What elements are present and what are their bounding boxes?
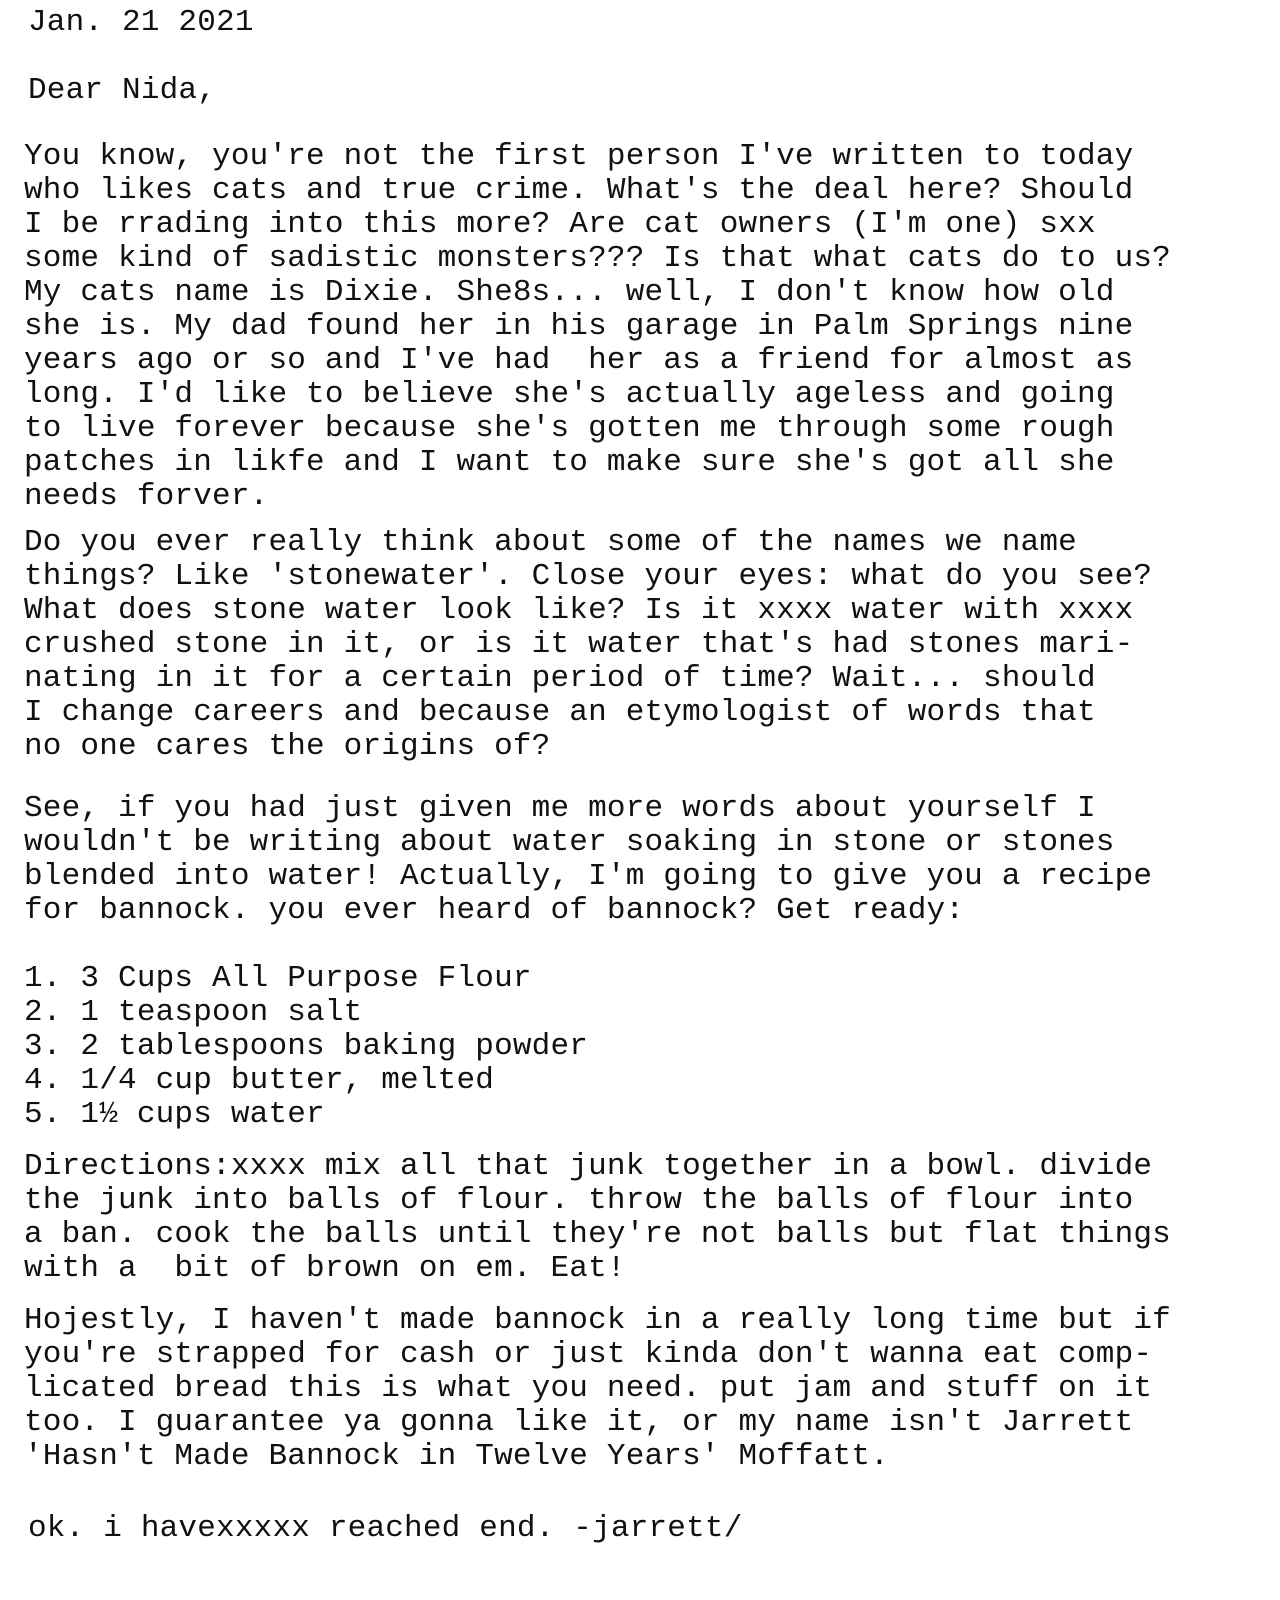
text-line: I change careers and because an etymologist of words that (24, 695, 1096, 730)
text-line: Do you ever really think about some of the names we name (24, 525, 1077, 560)
text-line: to live forever because she's gotten me through some rough (24, 411, 1115, 446)
letter-salutation: Dear Nida, (28, 73, 217, 108)
recipe-item: 4. 1/4 cup butter, melted (24, 1063, 495, 1098)
text-line: What does stone water look like? Is it xxxx water with xxxx (24, 593, 1134, 628)
text-line: a ban. cook the balls until they're not balls but flat things (24, 1217, 1171, 1252)
text-line: too. I guarantee ya gonna like it, or my name isn't Jarrett (24, 1405, 1134, 1440)
text-line: who likes cats and true crime. What's the deal here? Should (24, 173, 1134, 208)
letter-signoff: ok. i havexxxxx reached end. -jarrett/ (28, 1511, 743, 1546)
text-line: needs forver. (24, 479, 269, 514)
letter-date: Jan. 21 2021 (28, 5, 254, 40)
paragraph-bannock-intro (24, 792, 1264, 928)
text-line: licated bread this is what you need. put jam and stuff on it (24, 1371, 1153, 1406)
paragraph-stonewater (24, 526, 1264, 764)
text-line: years ago or so and I've had her as a friend for almost as (24, 343, 1134, 378)
text-line: nating in it for a certain period of time? Wait... should (24, 661, 1096, 696)
text-line: for bannock. you ever heard of bannock? Get ready: (24, 893, 965, 928)
text-line: no one cares the origins of? (24, 729, 551, 764)
text-line: I be rrading into this more? Are cat owners (I'm one) sxx (24, 207, 1096, 242)
text-line: crushed stone in it, or is it water that's had stones mari- (24, 627, 1134, 662)
text-line: You know, you're not the first person I've written to today (24, 139, 1134, 174)
text-line: wouldn't be writing about water soaking in stone or stones (24, 825, 1115, 860)
recipe-list (24, 962, 1264, 1132)
paragraph-honestly (24, 1304, 1264, 1474)
text-line: See, if you had just given me more words about yourself I (24, 791, 1096, 826)
paragraph-cats (24, 140, 1264, 514)
recipe-item: 5. 1½ cups water (24, 1097, 325, 1132)
text-line: long. I'd like to believe she's actually ageless and going (24, 377, 1115, 412)
recipe-item: 3. 2 tablespoons baking powder (24, 1029, 589, 1064)
text-line: Directions:xxxx mix all that junk together in a bowl. divide (24, 1149, 1153, 1184)
recipe-item: 2. 1 teaspoon salt (24, 995, 363, 1030)
text-line: some kind of sadistic monsters??? Is that what cats do to us? (24, 241, 1171, 276)
text-line: the junk into balls of flour. throw the balls of flour into (24, 1183, 1134, 1218)
text-line: she is. My dad found her in his garage in Palm Springs nine (24, 309, 1134, 344)
paragraph-directions (24, 1150, 1264, 1286)
text-line: you're strapped for cash or just kinda don't wanna eat comp- (24, 1337, 1153, 1372)
text-line: things? Like 'stonewater'. Close your eyes: what do you see? (24, 559, 1153, 594)
recipe-item: 1. 3 Cups All Purpose Flour (24, 961, 532, 996)
text-line: Hojestly, I haven't made bannock in a really long time but if (24, 1303, 1171, 1338)
text-line: with a bit of brown on em. Eat! (24, 1251, 626, 1286)
text-line: patches in likfe and I want to make sure she's got all she (24, 445, 1115, 480)
text-line: 'Hasn't Made Bannock in Twelve Years' Moffatt. (24, 1439, 889, 1474)
text-line: blended into water! Actually, I'm going to give you a recipe (24, 859, 1153, 894)
text-line: My cats name is Dixie. She8s... well, I don't know how old (24, 275, 1115, 310)
